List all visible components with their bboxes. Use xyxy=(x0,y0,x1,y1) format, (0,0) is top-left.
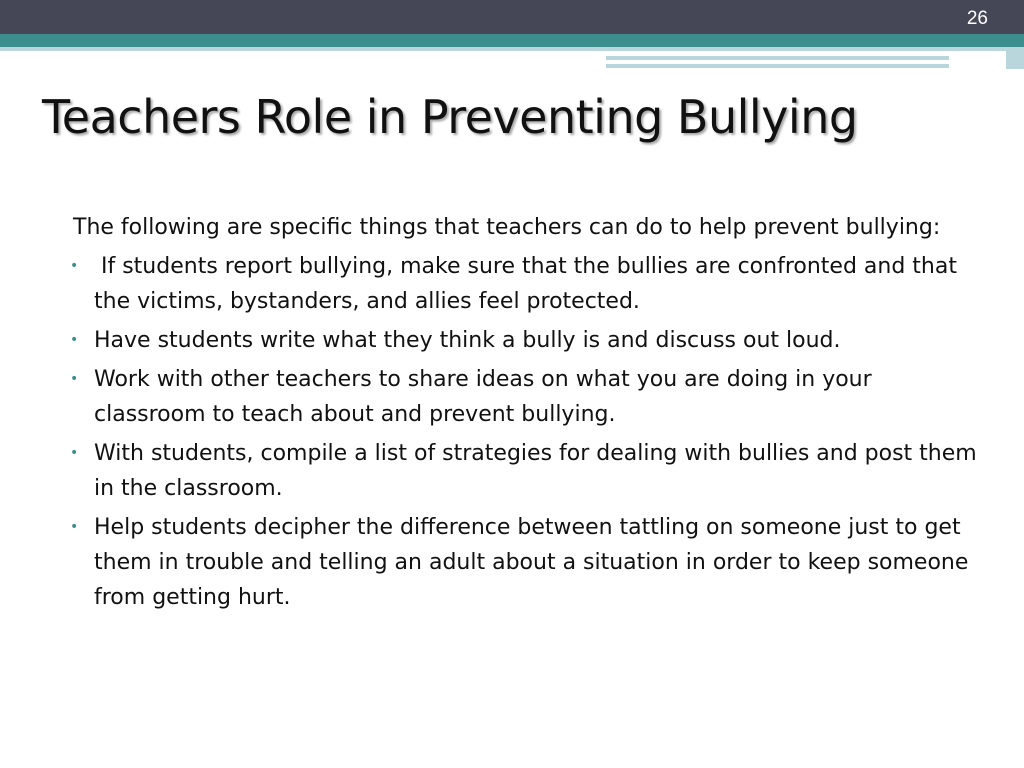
bullet-text: With students, compile a list of strategies for dealing with bullies and post them in the classroom. xyxy=(94,441,977,501)
intro-text: The following are specific things that teachers can do to help prevent bullying: xyxy=(73,215,941,240)
header-accent-stripe xyxy=(0,47,1024,51)
bullet-text: Work with other teachers to share ideas on what you are doing in your classroom to teach about and prevent bullying. xyxy=(94,367,872,427)
bullet-icon: • xyxy=(70,332,79,348)
bullet-icon: • xyxy=(70,519,79,535)
bullet-icon: • xyxy=(70,371,79,387)
decorative-line xyxy=(606,56,949,60)
slide-body xyxy=(66,210,986,619)
bullet-item xyxy=(66,249,986,319)
bullet-item xyxy=(66,362,986,432)
header-accent-band xyxy=(0,34,1024,47)
bullet-list xyxy=(66,249,986,615)
header-bar xyxy=(0,0,1024,34)
bullet-icon: • xyxy=(70,445,79,461)
bullet-item xyxy=(66,323,986,358)
bullet-icon: • xyxy=(70,258,79,274)
slide-title: Teachers Role in Preventing Bullying xyxy=(42,90,858,144)
bullet-item xyxy=(66,510,986,615)
bullet-text: Help students decipher the difference between tattling on someone just to get them in trouble and telling an adult about a situation in order to keep someone from getting hurt. xyxy=(94,515,969,610)
bullet-text: Have students write what they think a bully is and discuss out loud. xyxy=(94,328,841,353)
decorative-block xyxy=(1006,47,1024,69)
bullet-item xyxy=(66,436,986,506)
decorative-line xyxy=(606,64,949,68)
slide-number: 26 xyxy=(966,8,988,29)
bullet-text: If students report bullying, make sure that the bullies are confronted and that the victims, bystanders, and allies feel protected. xyxy=(94,254,957,314)
